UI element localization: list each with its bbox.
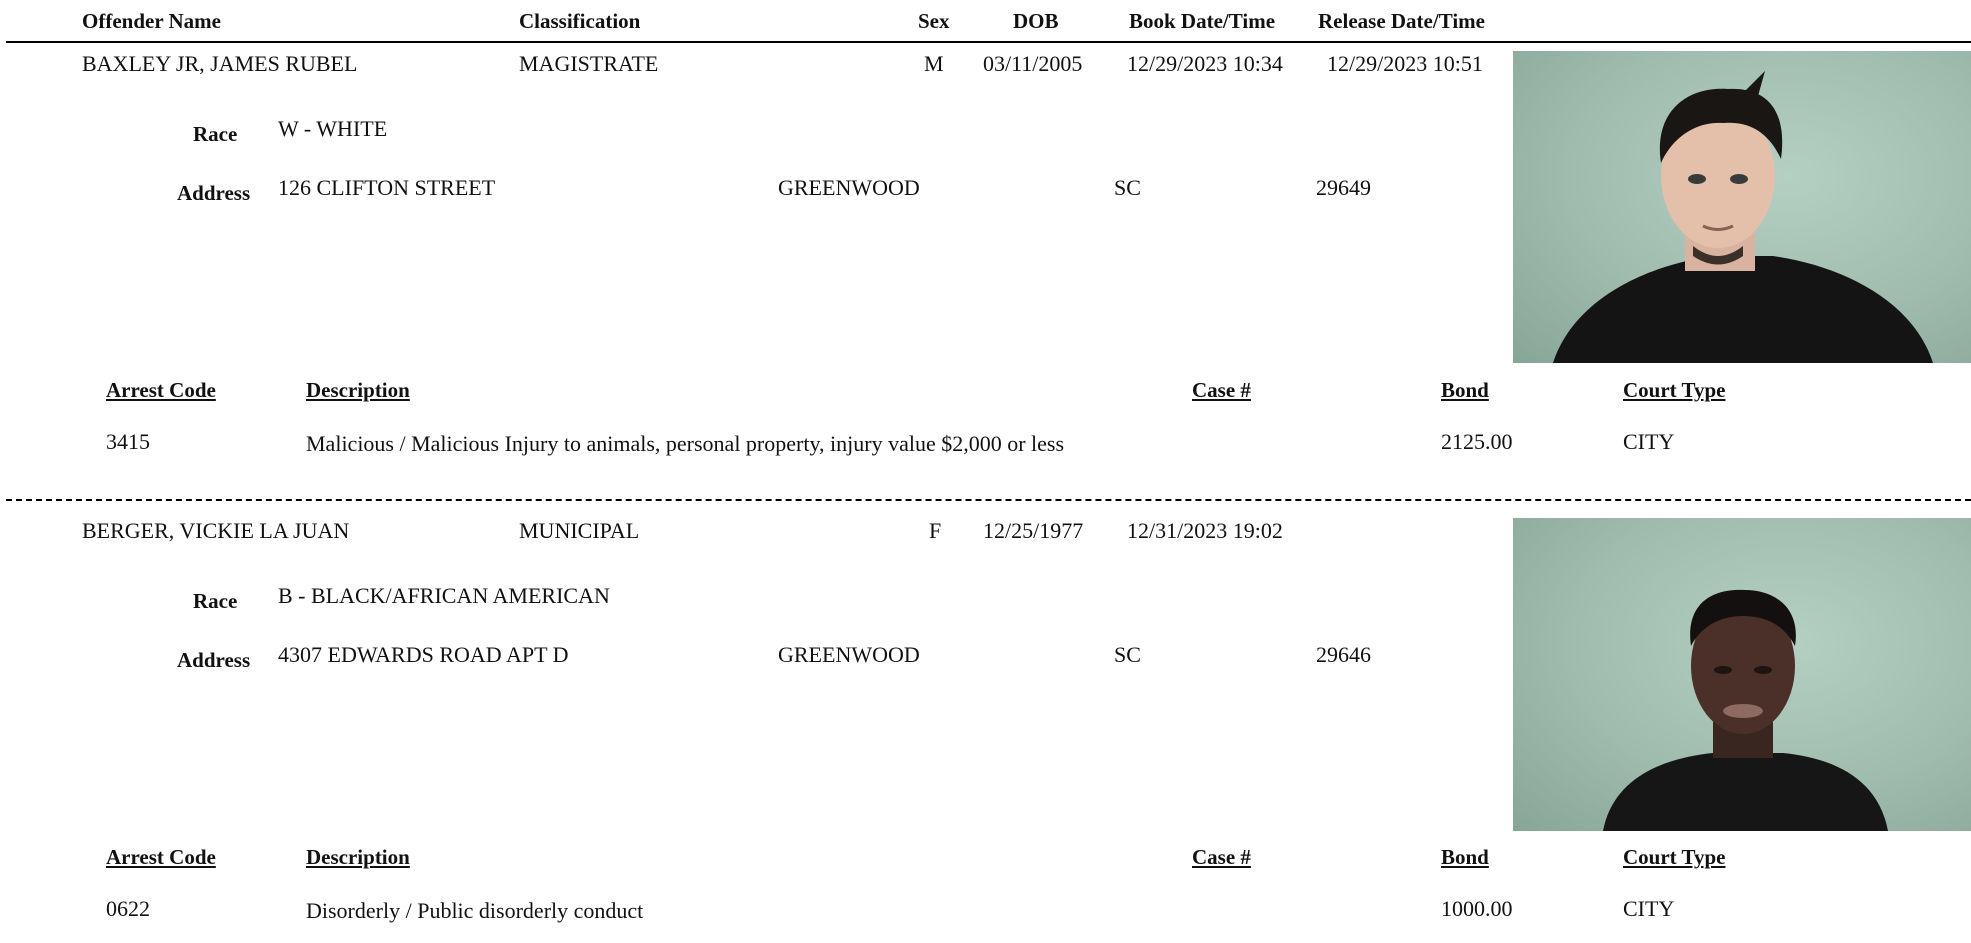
court-type: CITY [1623,429,1675,454]
header-release-datetime: Release Date/Time [1318,9,1485,33]
description-header: Description [306,378,410,402]
address-city: GREENWOOD [778,642,920,667]
header-book-datetime: Book Date/Time [1129,9,1276,33]
header-divider [6,41,1971,43]
address-zip: 29646 [1316,642,1371,667]
description-header: Description [306,845,410,869]
race-value: W - WHITE [278,116,388,141]
bond-header: Bond [1441,378,1489,402]
address-label: Address [177,181,251,205]
address-state: SC [1114,175,1141,200]
arrest-code: 3415 [106,429,150,454]
book-datetime: 12/31/2023 19:02 [1127,518,1283,543]
charge-description: Malicious / Malicious Injury to animals, personal property, injury value $2,000 or less [306,431,1065,456]
charge-description: Disorderly / Public disorderly conduct [306,898,644,923]
address-city: GREENWOOD [778,175,920,200]
address-street: 4307 EDWARDS ROAD APT D [278,642,569,667]
bond-amount: 2125.00 [1441,429,1513,454]
address-state: SC [1114,642,1141,667]
bond-header: Bond [1441,845,1489,869]
sex: F [929,518,942,543]
address-zip: 29649 [1316,175,1371,200]
header-dob: DOB [1013,9,1059,33]
court-type-header: Court Type [1623,845,1726,869]
dob: 12/25/1977 [983,518,1084,543]
classification: MAGISTRATE [519,51,659,76]
bond-amount: 1000.00 [1441,896,1513,921]
race-value: B - BLACK/AFRICAN AMERICAN [278,583,610,608]
release-datetime: 12/29/2023 10:51 [1327,51,1483,76]
race-label: Race [193,589,238,613]
dob: 03/11/2005 [983,51,1083,76]
arrest-code-header: Arrest Code [106,845,216,869]
race-label: Race [193,122,238,146]
book-datetime: 12/29/2023 10:34 [1127,51,1283,76]
mugshot-figure [1513,518,1971,831]
header-sex: Sex [918,9,950,33]
booking-photo [1513,51,1971,363]
sex: M [924,51,944,76]
address-label: Address [177,648,251,672]
booking-photo [1513,518,1971,831]
record-separator [6,499,1971,501]
arrest-code-header: Arrest Code [106,378,216,402]
offender-name: BERGER, VICKIE LA JUAN [82,518,350,543]
address-street: 126 CLIFTON STREET [278,175,496,200]
offender-name: BAXLEY JR, JAMES RUBEL [82,51,358,76]
arrest-code: 0622 [106,896,150,921]
classification: MUNICIPAL [519,518,640,543]
header-offender-name: Offender Name [82,9,221,33]
case-header: Case # [1192,845,1251,869]
header-classification: Classification [519,9,641,33]
court-type-header: Court Type [1623,378,1726,402]
case-header: Case # [1192,378,1251,402]
court-type: CITY [1623,896,1675,921]
mugshot-figure [1513,51,1971,363]
